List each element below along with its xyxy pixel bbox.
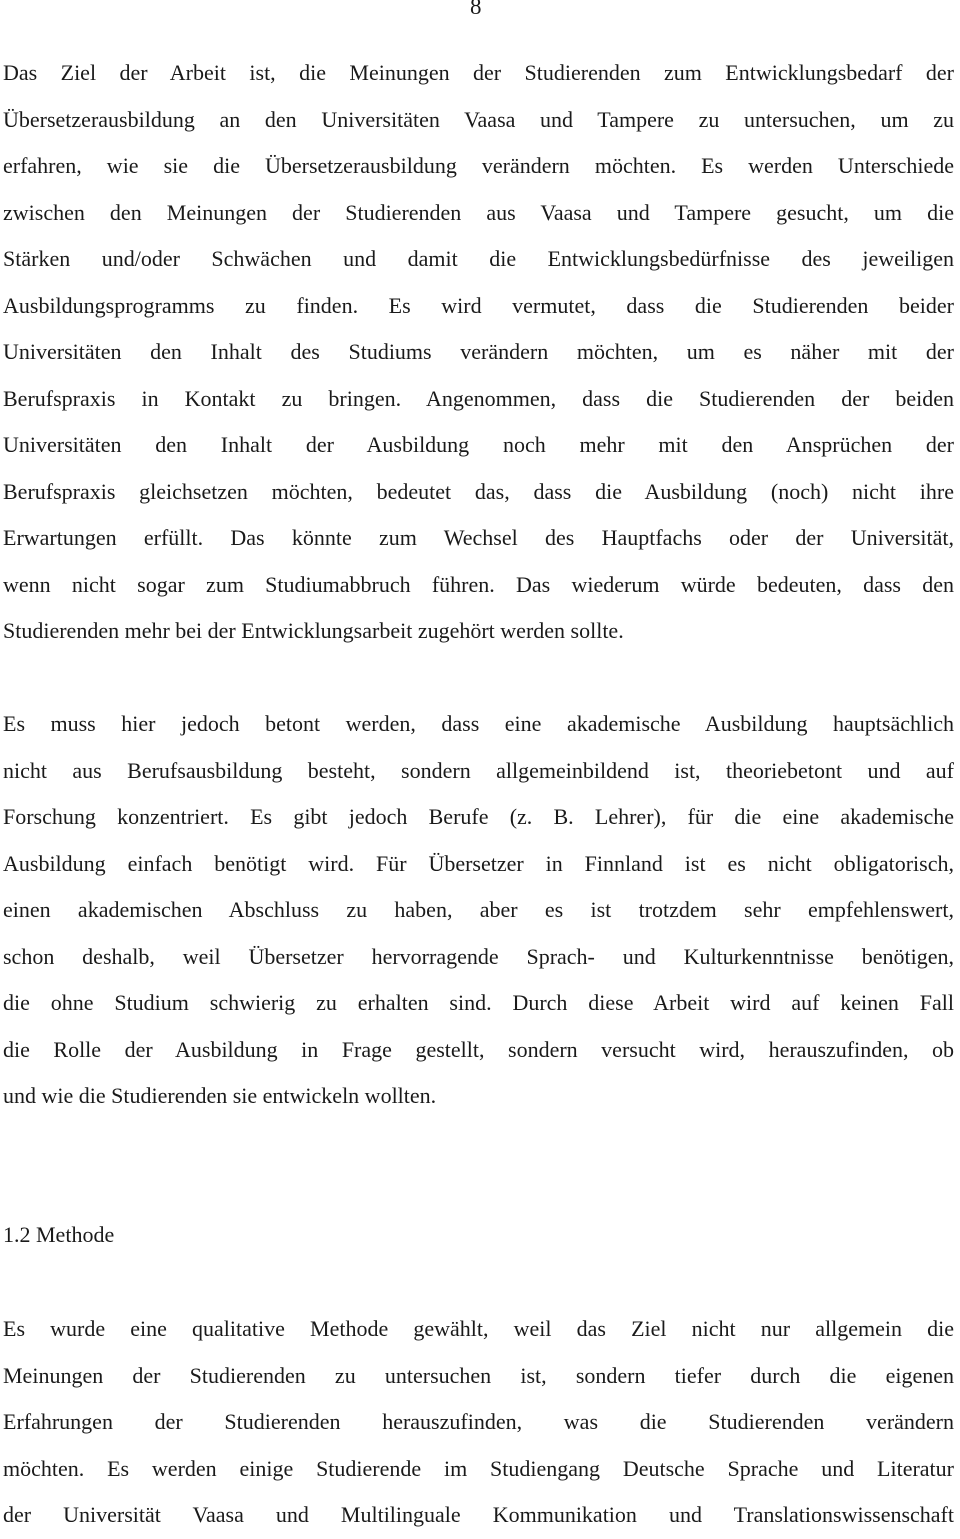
text-line: nicht aus Berufsausbildung besteht, sondern allgemeinbildend ist, theoriebetont und auf <box>3 757 954 783</box>
text-line: Universitäten den Inhalt des Studiums verändern möchten, um es näher mit der <box>3 339 954 364</box>
text-line: Studierenden mehr bei der Entwicklungsarbeit zugehört werden sollte. <box>3 618 624 643</box>
text-line: Berufspraxis gleichsetzen möchten, bedeutet das, dass die Ausbildung (noch) nicht ihre <box>3 478 954 504</box>
text-line: Ausbildungsprogramms zu finden. Es wird vermutet, dass die Studierenden beider <box>3 292 954 318</box>
text-line: Übersetzerausbildung an den Universitäten Vaasa und Tampere zu untersuchen, um zu <box>3 106 954 132</box>
text-line: Ausbildung einfach benötigt wird. Für Übersetzer in Finnland ist es nicht obligatorisch, <box>3 850 954 876</box>
text-line: Erwartungen erfüllt. Das könnte zum Wechsel des Hauptfachs oder der Universität, <box>3 525 954 550</box>
text-line: zwischen den Meinungen der Studierenden aus Vaasa und Tampere gesucht, um die <box>3 199 954 225</box>
text-line: der Universität Vaasa und Multilinguale Kommunikation und Translationswissenschaft <box>3 1502 954 1527</box>
text-line: die ohne Studium schwierig zu erhalten sind. Durch diese Arbeit wird auf keinen Fall <box>3 990 954 1015</box>
text-line: und wie die Studierenden sie entwickeln wollten. <box>3 1083 437 1108</box>
text-line: Es wurde eine qualitative Methode gewählt, weil das Ziel nicht nur allgemein die <box>3 1316 954 1341</box>
text-line: wenn nicht sogar zum Studiumabbruch führen. Das wiederum würde bedeuten, dass den <box>3 571 954 597</box>
text-line: Das Ziel der Arbeit ist, die Meinungen der Studierenden zum Entwicklungsbedarf der <box>3 60 954 85</box>
text-line: Es muss hier jedoch betont werden, dass eine akademische Ausbildung hauptsächlich <box>3 711 954 736</box>
text-line: erfahren, wie sie die Übersetzerausbildung verändern möchten. Es werden Unterschiede <box>3 153 954 178</box>
text-line: Erfahrungen der Studierenden herauszufinden, was die Studierenden verändern <box>3 1409 954 1434</box>
paragraph-aim <box>3 50 954 655</box>
page-number: 8 <box>470 0 482 19</box>
text-line: Stärken und/oder Schwächen und damit die Entwicklungsbedürfnisse des jeweiligen <box>3 246 954 271</box>
text-line: schon deshalb, weil Übersetzer hervorragende Sprach- und Kulturkenntnisse benötigen, <box>3 943 954 969</box>
text-line: Meinungen der Studierenden zu untersuchen ist, sondern tiefer durch die eigenen <box>3 1362 954 1388</box>
text-line: Berufspraxis in Kontakt zu bringen. Angenommen, dass die Studierenden der beiden <box>3 385 954 411</box>
text-line: möchten. Es werden einige Studierende im Studiengang Deutsche Sprache und Literatur <box>3 1455 954 1481</box>
section-heading: 1.2 Methode <box>3 1222 115 1247</box>
text-line: Universitäten den Inhalt der Ausbildung noch mehr mit den Ansprüchen der <box>3 432 954 457</box>
text-line: die Rolle der Ausbildung in Frage gestellt, sondern versucht wird, herauszufinden, ob <box>3 1036 954 1062</box>
text-line: einen akademischen Abschluss zu haben, aber es ist trotzdem sehr empfehlenswert, <box>3 897 954 922</box>
paragraph-emphasis <box>3 701 954 1120</box>
text-line: Forschung konzentriert. Es gibt jedoch Berufe (z. B. Lehrer), für die eine akademische <box>3 804 954 829</box>
paragraph-method <box>3 1306 954 1539</box>
